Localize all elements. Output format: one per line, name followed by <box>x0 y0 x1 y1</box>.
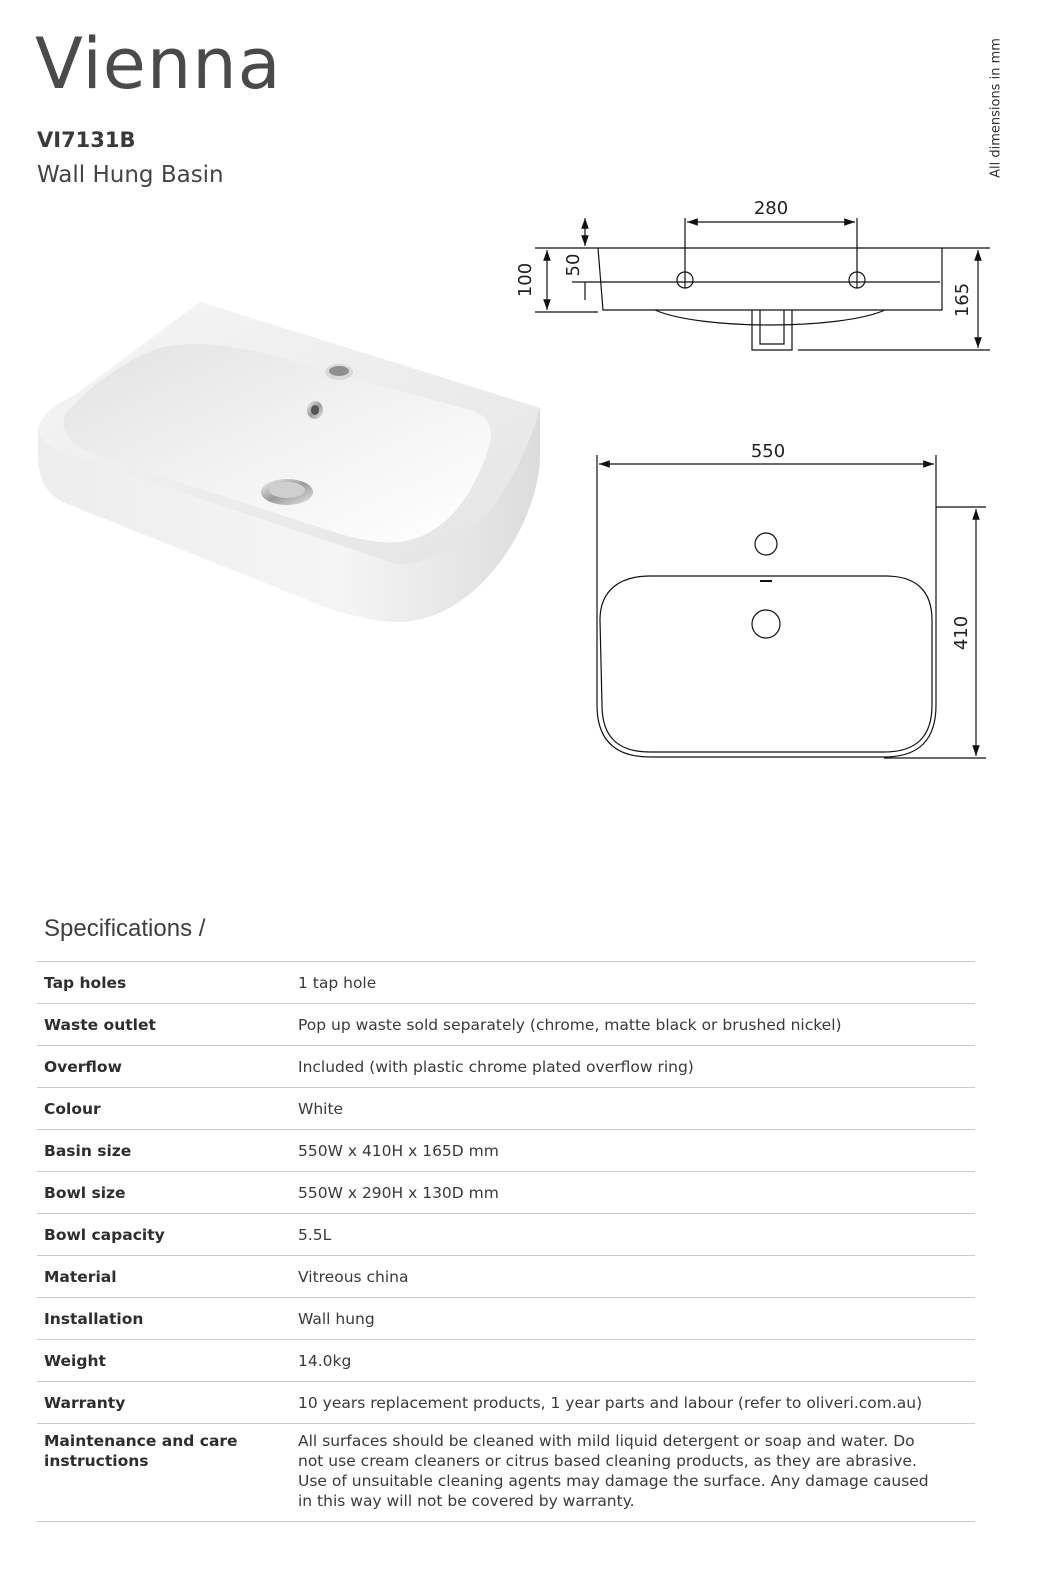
spec-value: Included (with plastic chrome plated overflow ring) <box>298 1057 694 1076</box>
product-code: VI7131B <box>37 128 136 152</box>
spec-value: Vitreous china <box>298 1267 409 1286</box>
spec-value: White <box>298 1099 344 1118</box>
specifications-table <box>37 961 975 1522</box>
spec-label: Maintenance and care instructions <box>44 1432 238 1470</box>
table-row <box>37 1214 975 1256</box>
dim-280-label: 280 <box>753 198 789 219</box>
spec-value: All surfaces should be cleaned with mild liquid detergent or soap and water. Do not use cream cleaners or citrus based cleaning products, as they are abrasive. Use of unsuitable cleaning agents may damage the surface. Any damage caused in this way will not be covered by warranty. <box>298 1432 929 1510</box>
spec-label: Material <box>44 1267 117 1286</box>
spec-value: 5.5L <box>298 1225 332 1244</box>
spec-label: Weight <box>44 1351 106 1370</box>
spec-label: Overflow <box>44 1057 122 1076</box>
table-row <box>37 1298 975 1340</box>
table-row <box>37 1046 975 1088</box>
plan-view-drawing <box>597 455 986 758</box>
spec-value: 550W x 290H x 130D mm <box>298 1183 499 1202</box>
specifications-heading: Specifications / <box>44 915 206 942</box>
table-row <box>37 1172 975 1214</box>
table-row <box>37 962 975 1004</box>
dim-100-label: 100 <box>515 262 536 298</box>
spec-label: Warranty <box>44 1393 126 1412</box>
product-title: Vienna <box>35 23 282 105</box>
spec-value: 10 years replacement products, 1 year parts and labour (refer to oliveri.com.au) <box>298 1393 923 1412</box>
table-row <box>37 1424 975 1522</box>
spec-value: 14.0kg <box>298 1351 352 1370</box>
table-row <box>37 1256 975 1298</box>
side-elevation-drawing <box>535 218 990 350</box>
spec-value: Pop up waste sold separately (chrome, matte black or brushed nickel) <box>298 1015 842 1034</box>
table-row <box>37 1382 975 1424</box>
table-row <box>37 1340 975 1382</box>
product-subtitle: Wall Hung Basin <box>37 162 224 188</box>
plan-tap-hole-icon <box>755 533 777 555</box>
spec-value: 1 tap hole <box>298 973 377 992</box>
spec-label: Waste outlet <box>44 1015 156 1034</box>
table-row <box>37 1130 975 1172</box>
table-row <box>37 1004 975 1046</box>
dimensions-note: All dimensions in mm <box>988 38 1004 178</box>
dim-50-label: 50 <box>563 253 584 277</box>
basin-photo <box>38 302 540 622</box>
dim-410-label: 410 <box>951 615 972 651</box>
spec-label: Bowl capacity <box>44 1225 165 1244</box>
spec-label: Installation <box>44 1309 144 1328</box>
dim-165-label: 165 <box>952 282 973 318</box>
spec-label: Basin size <box>44 1141 132 1160</box>
spec-value: 550W x 410H x 165D mm <box>298 1141 499 1160</box>
spec-label: Colour <box>44 1099 101 1118</box>
spec-value: Wall hung <box>298 1309 375 1328</box>
dim-550-label: 550 <box>750 441 786 462</box>
spec-label: Tap holes <box>44 973 127 992</box>
spec-label: Bowl size <box>44 1183 126 1202</box>
table-row <box>37 1088 975 1130</box>
plan-waste-icon <box>752 610 780 638</box>
